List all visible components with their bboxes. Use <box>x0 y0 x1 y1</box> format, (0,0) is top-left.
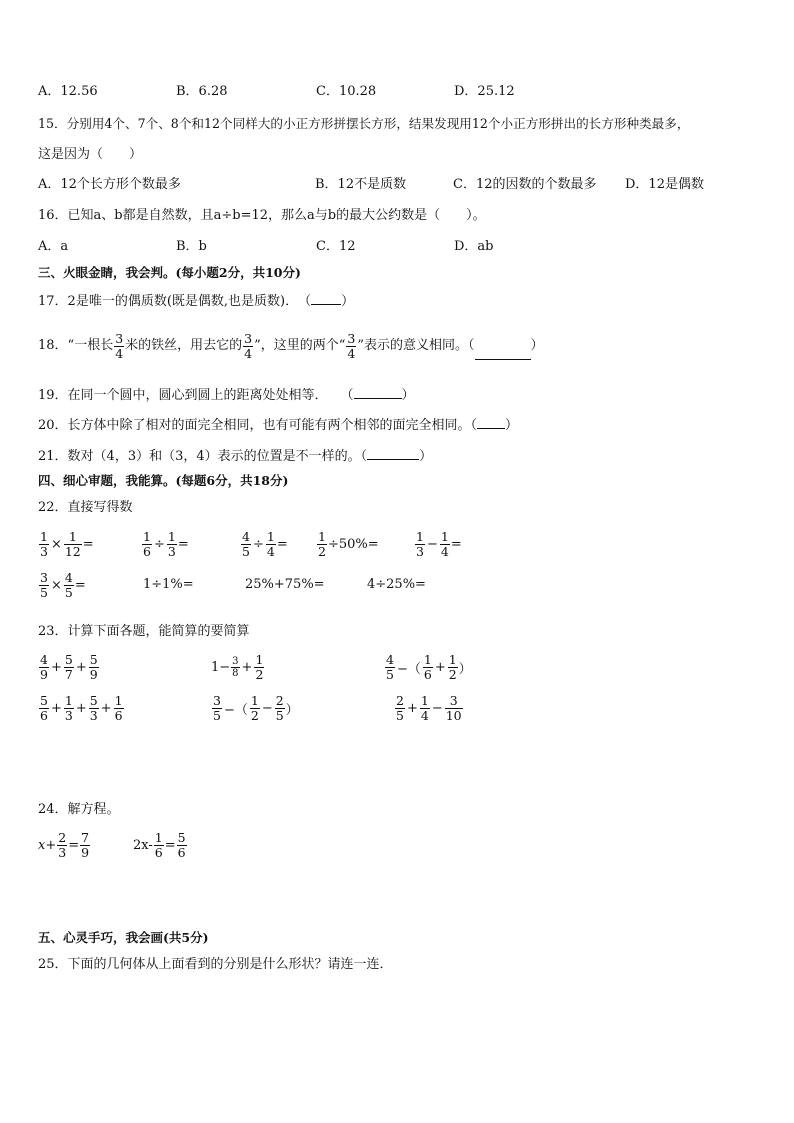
q15-question: 15．分别用4个、7个、8个和12个同样大的小正方形拼摆长方形，结果发现用12个小正方形拼出的长方形种类最多， <box>38 116 690 131</box>
q24-title: 24．解方程。 <box>38 802 120 817</box>
q22-expr-8: 25%+75%= <box>245 577 325 592</box>
fraction: $\frac{3}{4}$ <box>244 330 253 361</box>
q21-statement: 21．数对（4，3）和（3，4）表示的位置是不一样的。（ ） <box>38 449 433 464</box>
q22-expr-2: $\frac{1}{6}$ ÷ $\frac{1}{3}$ = <box>143 528 189 559</box>
q15-option-d: D．12是偶数 <box>625 177 704 192</box>
q16-option-c: C．12 <box>316 239 356 254</box>
fraction: $\frac{3}{4}$ <box>347 330 356 361</box>
q17-answer-blank[interactable] <box>311 292 341 305</box>
q14-option-b: B．6.28 <box>176 84 228 99</box>
section-3-heading: 三、火眼金睛，我会判。(每小题2分，共10分) <box>38 265 301 280</box>
q14-option-c: C．10.28 <box>316 84 377 99</box>
q16-option-a: A．a <box>38 239 69 254</box>
q18-statement: 18．“一根长 $\frac{3}{4}$ 米的铁丝，用去它的 $\frac{3}{4}$ ”，这里的两个“ $\frac{3}{4}$ ”表示的意义相同。（ ） <box>38 330 544 361</box>
section-4-heading: 四、细心审题，我能算。(每题6分，共18分) <box>38 473 289 488</box>
q15-option-c: C．12的因数的个数最多 <box>453 177 597 192</box>
q18-answer-blank[interactable] <box>475 333 531 360</box>
q17-statement: 17．2是唯一的偶质数(既是偶数,也是质数)． （ ） <box>38 294 355 309</box>
q22-expr-6: $\frac{3}{5}$ × $\frac{4}{5}$ = <box>40 569 86 600</box>
q16-option-b: B．b <box>176 239 207 254</box>
q16-option-d: D．ab <box>454 239 494 254</box>
q22-expr-9: 4÷25%= <box>367 577 426 592</box>
q22-expr-7: 1÷1%= <box>143 577 194 592</box>
q23-expr-1: $\frac{4}{9}$ + $\frac{5}{7}$ + $\frac{5}{9}$ <box>40 651 98 682</box>
q23-expr-3: $\frac{4}{5}$ −（ $\frac{1}{6}$ + $\frac{1}{2}$ ） <box>386 651 472 682</box>
q15-option-b: B．12不是质数 <box>315 177 407 192</box>
q15-option-a: A．12个长方形个数最多 <box>38 177 181 192</box>
q21-answer-blank[interactable] <box>367 447 419 460</box>
q22-expr-4: $\frac{1}{2}$ ÷50%= <box>318 528 379 559</box>
fraction: $\frac{3}{4}$ <box>115 330 124 361</box>
q14-option-a: A．12.56 <box>38 84 98 99</box>
q15-question-cont: 这是因为（ ） <box>38 147 143 162</box>
q20-statement: 20．长方体中除了相对的面完全相同，也有可能有两个相邻的面完全相同。（ ） <box>38 418 519 433</box>
q22-expr-3: $\frac{4}{5}$ ÷ $\frac{1}{4}$ = <box>242 528 288 559</box>
q23-expr-2: 1− $\frac{3}{8}$ + $\frac{1}{2}$ <box>211 651 264 682</box>
q23-expr-4: $\frac{5}{6}$ + $\frac{1}{3}$ + $\frac{5}{3}$ + $\frac{1}{6}$ <box>40 692 123 723</box>
q22-expr-5: $\frac{1}{3}$ − $\frac{1}{4}$ = <box>416 528 462 559</box>
q19-answer-blank[interactable] <box>354 386 402 399</box>
q16-question: 16．已知a、b都是自然数，且a÷b=12，那么a与b的最大公约数是（ ）。 <box>38 208 486 223</box>
q25-question: 25．下面的几何体从上面看到的分别是什么形状？请连一连． <box>38 957 393 972</box>
q19-statement: 19．在同一个圆中，圆心到圆上的距离处处相等． （ ） <box>38 388 415 403</box>
section-5-heading: 五、心灵手巧，我会画(共5分) <box>38 930 209 945</box>
q22-title: 22．直接写得数 <box>38 500 133 515</box>
q24-equation-1: x+ $\frac{2}{3}$ = $\frac{7}{9}$ <box>38 829 90 860</box>
q20-answer-blank[interactable] <box>477 416 505 429</box>
q22-expr-1: $\frac{1}{3}$ × $\frac{1}{12}$ = <box>40 528 94 559</box>
q23-title: 23．计算下面各题，能简算的要简算 <box>38 624 250 639</box>
q24-equation-2: 2x- $\frac{1}{6}$ = $\frac{5}{6}$ <box>133 829 186 860</box>
q23-expr-6: $\frac{2}{5}$ + $\frac{1}{4}$ − $\frac{3}{10}$ <box>396 692 462 723</box>
q14-option-d: D．25.12 <box>454 84 515 99</box>
q23-expr-5: $\frac{3}{5}$ −（ $\frac{1}{2}$ − $\frac{2}{5}$ ） <box>213 692 299 723</box>
